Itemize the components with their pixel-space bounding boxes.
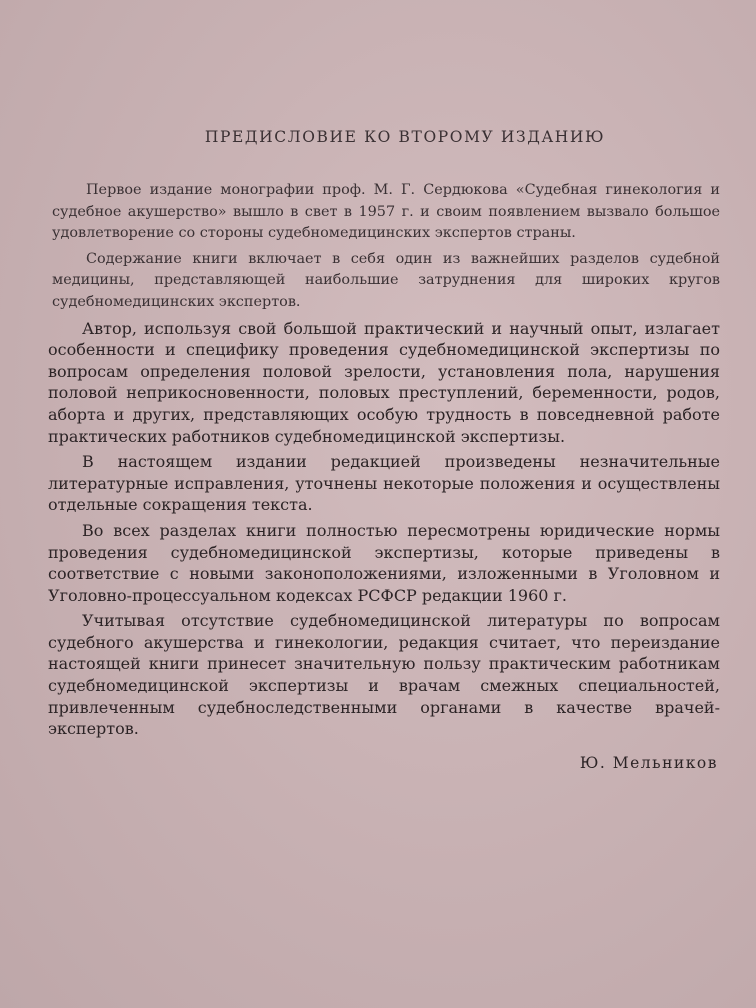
page-title: ПРЕДИСЛОВИЕ КО ВТОРОМУ ИЗДАНИЮ [204,128,606,146]
paragraph-2: Содержание книги включает в себя один из важнейших разделов судебной медицины, представляющей наибольшие затруднения для широких кругов судебномедицинских экспертов. [52,250,720,310]
paragraph-1: Первое издание монографии проф. М. Г. Сердюкова «Судебная гинекология и судебное акушерство» вышло в свет в 1957 г. и своим появлением вызвало большое удовлетворение со стороны судебномедицинских экспертов страны. [52,182,720,242]
author-signature: Ю. Мельников [579,753,718,772]
paragraph-5: Во всех разделах книги полностью пересмотрены юридические нормы проведения судебномедицинской экспертизы, которые приведены в соответствие с новыми законоположениями, изложенными в Уголовном и Уголовно-процессуальном кодексах РСФСР редакции 1960 г. [48,520,720,605]
paragraph-3: Автор, используя свой большой практический и научный опыт, излагает особенности и специфику проведения судебномедицинской экспертизы по вопросам определения половой зрелости, установления пола, нарушения половой неприкосновенности, половых преступлений, беременности, родов, аборта и других, представляющих особую трудность в повседневной работе практических работников судебномедицинской экспертизы. [48,318,720,446]
paragraph-4: В настоящем издании редакцией произведены незначительные литературные исправления, уточнены некоторые положения и осуществлены отдельные сокращения текста. [48,452,720,515]
document-page [48,128,720,772]
paragraph-6: Учитывая отсутствие судебномедицинской литературы по вопросам судебного акушерства и гинекологии, редакция считает, что переиздание настоящей книги принесет значительную пользу практическим работникам судебномедицинской экспертизы и врачам смежных специальностей, привлеченным судебноследственными органами в качестве врачей-экспертов. [48,611,720,739]
